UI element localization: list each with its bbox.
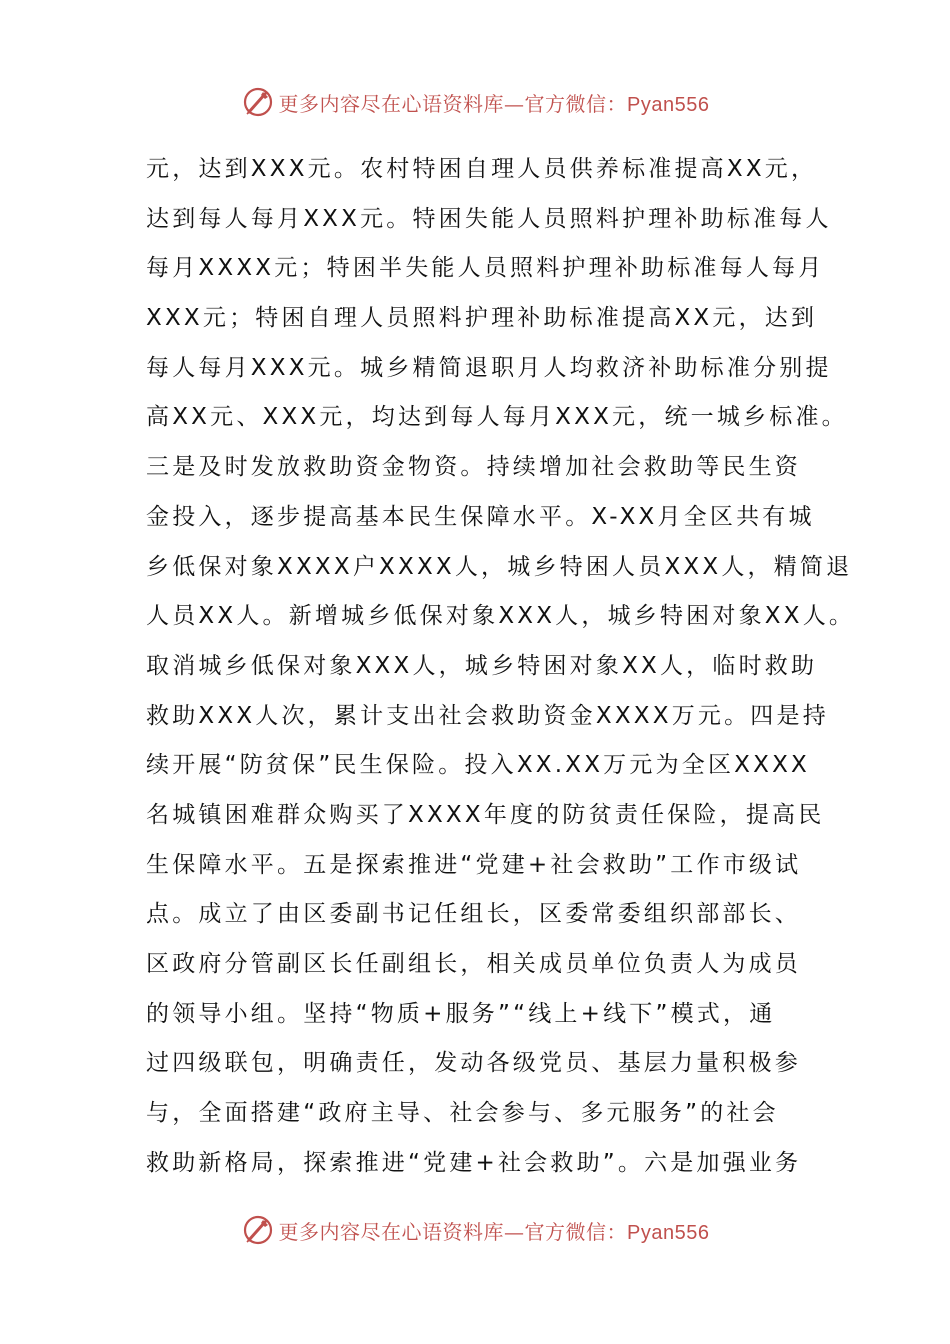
body-line: 生保障水平。五是探索推进“党建+社会救助”工作市级试 bbox=[146, 851, 802, 878]
body-line: 金投入，逐步提高基本民生保障水平。X-XX月全区共有城 bbox=[146, 503, 815, 530]
body-line: 续开展“防贫保”民生保险。投入XX.XX万元为全区XXXX bbox=[146, 752, 810, 779]
body-line: 取消城乡低保对象XXX人，城乡特困对象XX人，临时救助 bbox=[146, 652, 818, 679]
header-wechat-handle: Pyan556 bbox=[627, 93, 710, 116]
body-line: 人员XX人。新增城乡低保对象XXX人，城乡特困对象XX人。 bbox=[146, 603, 856, 630]
body-line: 的领导小组。坚持“物质+服务”“线上+线下”模式，通 bbox=[146, 1000, 776, 1027]
body-line: 区政府分管副区长任副组长，相关成员单位负责人为成员 bbox=[146, 951, 801, 977]
document-body bbox=[146, 145, 856, 1188]
body-line: XXX元；特困自理人员照料护理补助标准提高XX元，达到 bbox=[146, 305, 818, 332]
footer-banner bbox=[0, 1210, 950, 1250]
header-banner-text: 更多内容尽在心语资料库—官方微信：Pyan556 bbox=[278, 91, 710, 116]
footer-banner-text: 更多内容尽在心语资料库—官方微信：Pyan556 bbox=[278, 1219, 710, 1244]
body-line: 高XX元、XXX元，均达到每人每月XXX元，统一城乡标准。 bbox=[146, 404, 848, 431]
body-line: 名城镇困难群众购买了XXXX年度的防贫责任保险，提高民 bbox=[146, 801, 825, 828]
body-line: 过四级联包，明确责任，发动各级党员、基层力量积极参 bbox=[146, 1050, 801, 1077]
body-line: 三是及时发放救助资金物资。持续增加社会救助等民生资 bbox=[146, 454, 801, 481]
body-line: 元，达到XXX元。农村特困自理人员供养标准提高XX元， bbox=[146, 156, 818, 182]
body-line: 每人每月XXX元。城乡精简退职月人均救济补助标准分别提 bbox=[146, 354, 832, 381]
pen-circle-logo-icon bbox=[241, 85, 275, 119]
body-line: 与，全面搭建“政府主导、社会参与、多元服务”的社会 bbox=[146, 1100, 779, 1127]
body-line: 每月XXXX元；特困半失能人员照料护理补助标准每人每月 bbox=[146, 255, 825, 282]
pen-circle-logo-icon bbox=[241, 1213, 275, 1247]
body-line: 救助XXX人次，累计支出社会救助资金XXXX万元。四是持 bbox=[146, 702, 829, 729]
body-line: 点。成立了由区委副书记任组长，区委常委组织部部长、 bbox=[146, 901, 801, 928]
body-line: 救助新格局，探索推进“党建+社会救助”。六是加强业务 bbox=[146, 1149, 802, 1176]
header-banner bbox=[0, 82, 950, 122]
body-line: 达到每人每月XXX元。特困失能人员照料护理补助标准每人 bbox=[146, 205, 832, 232]
body-line: 乡低保对象XXXX户XXXX人，城乡特困人员XXX人，精简退 bbox=[146, 553, 853, 580]
footer-wechat-handle: Pyan556 bbox=[627, 1221, 710, 1244]
